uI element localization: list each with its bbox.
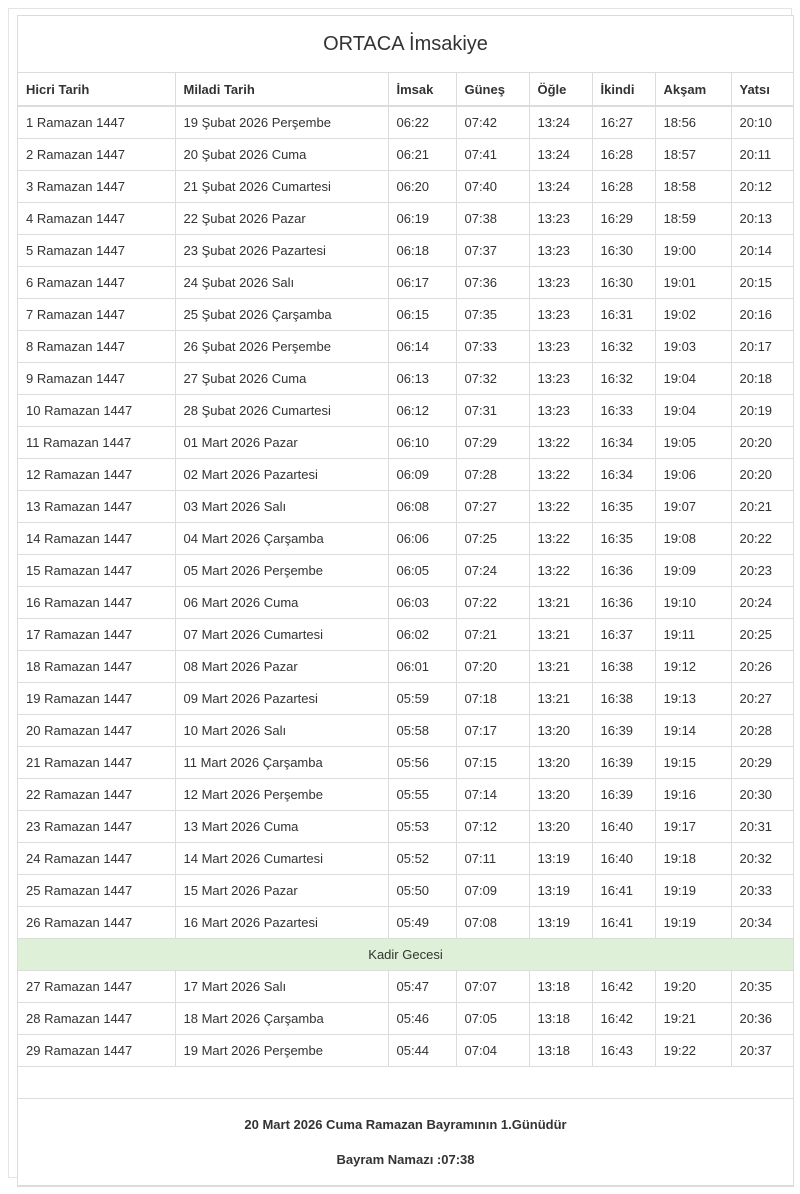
aksam-cell: 19:05 bbox=[655, 427, 731, 459]
gunes-cell: 07:33 bbox=[456, 331, 529, 363]
imsak-cell: 05:53 bbox=[388, 811, 456, 843]
miladi-date-cell: 06 Mart 2026 Cuma bbox=[175, 587, 388, 619]
ogle-cell: 13:23 bbox=[529, 299, 592, 331]
table-row bbox=[18, 619, 793, 651]
yatsi-cell: 20:32 bbox=[731, 843, 793, 875]
ogle-cell: 13:20 bbox=[529, 715, 592, 747]
table-row bbox=[18, 811, 793, 843]
table-row bbox=[18, 587, 793, 619]
imsak-cell: 06:20 bbox=[388, 171, 456, 203]
ikindi-cell: 16:29 bbox=[592, 203, 655, 235]
col-header-imsak: İmsak bbox=[388, 73, 456, 106]
imsak-cell: 06:10 bbox=[388, 427, 456, 459]
gunes-cell: 07:08 bbox=[456, 907, 529, 939]
ikindi-cell: 16:41 bbox=[592, 875, 655, 907]
imsak-cell: 06:22 bbox=[388, 106, 456, 139]
ikindi-cell: 16:37 bbox=[592, 619, 655, 651]
hicri-date-cell: 16 Ramazan 1447 bbox=[18, 587, 175, 619]
aksam-cell: 19:19 bbox=[655, 907, 731, 939]
aksam-cell: 19:00 bbox=[655, 235, 731, 267]
ogle-cell: 13:18 bbox=[529, 971, 592, 1003]
table-row bbox=[18, 459, 793, 491]
gunes-cell: 07:24 bbox=[456, 555, 529, 587]
gunes-cell: 07:41 bbox=[456, 139, 529, 171]
ogle-cell: 13:20 bbox=[529, 747, 592, 779]
ogle-cell: 13:22 bbox=[529, 459, 592, 491]
ogle-cell: 13:24 bbox=[529, 139, 592, 171]
miladi-date-cell: 17 Mart 2026 Salı bbox=[175, 971, 388, 1003]
miladi-date-cell: 22 Şubat 2026 Pazar bbox=[175, 203, 388, 235]
imsak-cell: 06:05 bbox=[388, 555, 456, 587]
imsak-cell: 06:12 bbox=[388, 395, 456, 427]
table-footer bbox=[18, 1067, 793, 1186]
imsak-cell: 05:59 bbox=[388, 683, 456, 715]
yatsi-cell: 20:34 bbox=[731, 907, 793, 939]
ikindi-cell: 16:39 bbox=[592, 779, 655, 811]
ogle-cell: 13:22 bbox=[529, 523, 592, 555]
hicri-date-cell: 5 Ramazan 1447 bbox=[18, 235, 175, 267]
aksam-cell: 19:20 bbox=[655, 971, 731, 1003]
footer-cell bbox=[18, 1099, 793, 1186]
table-header-row bbox=[18, 73, 793, 106]
imsak-cell: 05:44 bbox=[388, 1035, 456, 1067]
aksam-cell: 18:59 bbox=[655, 203, 731, 235]
ogle-cell: 13:22 bbox=[529, 491, 592, 523]
ogle-cell: 13:19 bbox=[529, 875, 592, 907]
aksam-cell: 19:21 bbox=[655, 1003, 731, 1035]
hicri-date-cell: 29 Ramazan 1447 bbox=[18, 1035, 175, 1067]
ogle-cell: 13:24 bbox=[529, 106, 592, 139]
ogle-cell: 13:22 bbox=[529, 555, 592, 587]
imsak-cell: 06:01 bbox=[388, 651, 456, 683]
table-row bbox=[18, 203, 793, 235]
hicri-date-cell: 19 Ramazan 1447 bbox=[18, 683, 175, 715]
yatsi-cell: 20:35 bbox=[731, 971, 793, 1003]
miladi-date-cell: 28 Şubat 2026 Cumartesi bbox=[175, 395, 388, 427]
table-row bbox=[18, 1003, 793, 1035]
imsak-cell: 06:17 bbox=[388, 267, 456, 299]
hicri-date-cell: 15 Ramazan 1447 bbox=[18, 555, 175, 587]
ikindi-cell: 16:34 bbox=[592, 427, 655, 459]
table-row bbox=[18, 747, 793, 779]
gunes-cell: 07:25 bbox=[456, 523, 529, 555]
hicri-date-cell: 9 Ramazan 1447 bbox=[18, 363, 175, 395]
imsak-cell: 05:52 bbox=[388, 843, 456, 875]
gunes-cell: 07:11 bbox=[456, 843, 529, 875]
ogle-cell: 13:21 bbox=[529, 683, 592, 715]
yatsi-cell: 20:17 bbox=[731, 331, 793, 363]
yatsi-cell: 20:16 bbox=[731, 299, 793, 331]
gunes-cell: 07:35 bbox=[456, 299, 529, 331]
ikindi-cell: 16:38 bbox=[592, 651, 655, 683]
hicri-date-cell: 13 Ramazan 1447 bbox=[18, 491, 175, 523]
gunes-cell: 07:18 bbox=[456, 683, 529, 715]
table-row bbox=[18, 331, 793, 363]
gunes-cell: 07:29 bbox=[456, 427, 529, 459]
imsak-cell: 06:13 bbox=[388, 363, 456, 395]
hicri-date-cell: 17 Ramazan 1447 bbox=[18, 619, 175, 651]
hicri-date-cell: 24 Ramazan 1447 bbox=[18, 843, 175, 875]
table-row bbox=[18, 491, 793, 523]
ikindi-cell: 16:41 bbox=[592, 907, 655, 939]
ogle-cell: 13:21 bbox=[529, 651, 592, 683]
imsak-cell: 05:47 bbox=[388, 971, 456, 1003]
aksam-cell: 19:12 bbox=[655, 651, 731, 683]
gunes-cell: 07:17 bbox=[456, 715, 529, 747]
table-row bbox=[18, 235, 793, 267]
ikindi-cell: 16:31 bbox=[592, 299, 655, 331]
miladi-date-cell: 25 Şubat 2026 Çarşamba bbox=[175, 299, 388, 331]
hicri-date-cell: 10 Ramazan 1447 bbox=[18, 395, 175, 427]
yatsi-cell: 20:23 bbox=[731, 555, 793, 587]
imsak-cell: 06:08 bbox=[388, 491, 456, 523]
hicri-date-cell: 18 Ramazan 1447 bbox=[18, 651, 175, 683]
col-header-hicri: Hicri Tarih bbox=[18, 73, 175, 106]
table-row bbox=[18, 267, 793, 299]
ikindi-cell: 16:39 bbox=[592, 715, 655, 747]
aksam-cell: 19:07 bbox=[655, 491, 731, 523]
yatsi-cell: 20:25 bbox=[731, 619, 793, 651]
ogle-cell: 13:21 bbox=[529, 587, 592, 619]
hicri-date-cell: 8 Ramazan 1447 bbox=[18, 331, 175, 363]
table-body-after bbox=[18, 971, 793, 1067]
ogle-cell: 13:20 bbox=[529, 811, 592, 843]
imsak-cell: 06:06 bbox=[388, 523, 456, 555]
ogle-cell: 13:19 bbox=[529, 907, 592, 939]
hicri-date-cell: 2 Ramazan 1447 bbox=[18, 139, 175, 171]
gunes-cell: 07:12 bbox=[456, 811, 529, 843]
hicri-date-cell: 20 Ramazan 1447 bbox=[18, 715, 175, 747]
yatsi-cell: 20:22 bbox=[731, 523, 793, 555]
imsak-cell: 06:14 bbox=[388, 331, 456, 363]
imsak-cell: 06:21 bbox=[388, 139, 456, 171]
table-row bbox=[18, 1035, 793, 1067]
miladi-date-cell: 23 Şubat 2026 Pazartesi bbox=[175, 235, 388, 267]
gunes-cell: 07:32 bbox=[456, 363, 529, 395]
imsak-cell: 06:18 bbox=[388, 235, 456, 267]
imsak-cell: 05:58 bbox=[388, 715, 456, 747]
table-row bbox=[18, 555, 793, 587]
aksam-cell: 19:14 bbox=[655, 715, 731, 747]
bayram-namazi-time: Bayram Namazı :07:38 bbox=[336, 1152, 475, 1167]
miladi-date-cell: 19 Şubat 2026 Perşembe bbox=[175, 106, 388, 139]
imsak-cell: 05:56 bbox=[388, 747, 456, 779]
table-row bbox=[18, 523, 793, 555]
ikindi-cell: 16:39 bbox=[592, 747, 655, 779]
yatsi-cell: 20:37 bbox=[731, 1035, 793, 1067]
hicri-date-cell: 12 Ramazan 1447 bbox=[18, 459, 175, 491]
gunes-cell: 07:04 bbox=[456, 1035, 529, 1067]
yatsi-cell: 20:24 bbox=[731, 587, 793, 619]
ikindi-cell: 16:32 bbox=[592, 363, 655, 395]
miladi-date-cell: 11 Mart 2026 Çarşamba bbox=[175, 747, 388, 779]
hicri-date-cell: 21 Ramazan 1447 bbox=[18, 747, 175, 779]
gunes-cell: 07:09 bbox=[456, 875, 529, 907]
ogle-cell: 13:18 bbox=[529, 1003, 592, 1035]
col-header-gunes: Güneş bbox=[456, 73, 529, 106]
ikindi-cell: 16:42 bbox=[592, 971, 655, 1003]
gunes-cell: 07:36 bbox=[456, 267, 529, 299]
aksam-cell: 18:58 bbox=[655, 171, 731, 203]
miladi-date-cell: 26 Şubat 2026 Perşembe bbox=[175, 331, 388, 363]
aksam-cell: 18:57 bbox=[655, 139, 731, 171]
aksam-cell: 19:11 bbox=[655, 619, 731, 651]
miladi-date-cell: 12 Mart 2026 Perşembe bbox=[175, 779, 388, 811]
table-row bbox=[18, 875, 793, 907]
table-row bbox=[18, 779, 793, 811]
miladi-date-cell: 16 Mart 2026 Pazartesi bbox=[175, 907, 388, 939]
aksam-cell: 19:16 bbox=[655, 779, 731, 811]
gunes-cell: 07:42 bbox=[456, 106, 529, 139]
footer-row bbox=[18, 1099, 793, 1186]
ikindi-cell: 16:42 bbox=[592, 1003, 655, 1035]
aksam-cell: 19:03 bbox=[655, 331, 731, 363]
hicri-date-cell: 7 Ramazan 1447 bbox=[18, 299, 175, 331]
col-header-ikindi: İkindi bbox=[592, 73, 655, 106]
bayram-date-note: 20 Mart 2026 Cuma Ramazan Bayramının 1.Günüdür bbox=[244, 1117, 567, 1132]
prayer-times-table bbox=[18, 73, 793, 1186]
page-title: ORTACA İmsakiye bbox=[18, 16, 793, 73]
miladi-date-cell: 27 Şubat 2026 Cuma bbox=[175, 363, 388, 395]
yatsi-cell: 20:19 bbox=[731, 395, 793, 427]
aksam-cell: 19:06 bbox=[655, 459, 731, 491]
hicri-date-cell: 27 Ramazan 1447 bbox=[18, 971, 175, 1003]
imsak-cell: 06:15 bbox=[388, 299, 456, 331]
miladi-date-cell: 07 Mart 2026 Cumartesi bbox=[175, 619, 388, 651]
hicri-date-cell: 23 Ramazan 1447 bbox=[18, 811, 175, 843]
kadir-gecesi-row bbox=[18, 939, 793, 971]
table-row bbox=[18, 683, 793, 715]
yatsi-cell: 20:28 bbox=[731, 715, 793, 747]
ogle-cell: 13:23 bbox=[529, 203, 592, 235]
miladi-date-cell: 08 Mart 2026 Pazar bbox=[175, 651, 388, 683]
aksam-cell: 19:22 bbox=[655, 1035, 731, 1067]
table-row bbox=[18, 427, 793, 459]
gunes-cell: 07:20 bbox=[456, 651, 529, 683]
col-header-miladi: Miladi Tarih bbox=[175, 73, 388, 106]
table-row bbox=[18, 171, 793, 203]
ogle-cell: 13:23 bbox=[529, 235, 592, 267]
table-row bbox=[18, 106, 793, 139]
miladi-date-cell: 20 Şubat 2026 Cuma bbox=[175, 139, 388, 171]
ikindi-cell: 16:30 bbox=[592, 235, 655, 267]
yatsi-cell: 20:30 bbox=[731, 779, 793, 811]
imsakiye-panel bbox=[17, 15, 794, 1187]
imsak-cell: 05:49 bbox=[388, 907, 456, 939]
aksam-cell: 19:13 bbox=[655, 683, 731, 715]
ikindi-cell: 16:35 bbox=[592, 523, 655, 555]
aksam-cell: 19:15 bbox=[655, 747, 731, 779]
miladi-date-cell: 18 Mart 2026 Çarşamba bbox=[175, 1003, 388, 1035]
gunes-cell: 07:31 bbox=[456, 395, 529, 427]
yatsi-cell: 20:31 bbox=[731, 811, 793, 843]
hicri-date-cell: 14 Ramazan 1447 bbox=[18, 523, 175, 555]
ikindi-cell: 16:35 bbox=[592, 491, 655, 523]
table-row bbox=[18, 715, 793, 747]
table-row bbox=[18, 651, 793, 683]
ikindi-cell: 16:34 bbox=[592, 459, 655, 491]
ikindi-cell: 16:33 bbox=[592, 395, 655, 427]
ogle-cell: 13:22 bbox=[529, 427, 592, 459]
aksam-cell: 18:56 bbox=[655, 106, 731, 139]
yatsi-cell: 20:13 bbox=[731, 203, 793, 235]
table-row bbox=[18, 843, 793, 875]
aksam-cell: 19:04 bbox=[655, 395, 731, 427]
table-row bbox=[18, 363, 793, 395]
aksam-cell: 19:09 bbox=[655, 555, 731, 587]
ikindi-cell: 16:36 bbox=[592, 555, 655, 587]
aksam-cell: 19:08 bbox=[655, 523, 731, 555]
col-header-ogle: Öğle bbox=[529, 73, 592, 106]
yatsi-cell: 20:26 bbox=[731, 651, 793, 683]
miladi-date-cell: 13 Mart 2026 Cuma bbox=[175, 811, 388, 843]
table-row bbox=[18, 907, 793, 939]
kadir-gecesi-label: Kadir Gecesi bbox=[18, 939, 793, 971]
empty-row bbox=[18, 1067, 793, 1099]
yatsi-cell: 20:21 bbox=[731, 491, 793, 523]
ogle-cell: 13:23 bbox=[529, 395, 592, 427]
gunes-cell: 07:07 bbox=[456, 971, 529, 1003]
aksam-cell: 19:19 bbox=[655, 875, 731, 907]
miladi-date-cell: 04 Mart 2026 Çarşamba bbox=[175, 523, 388, 555]
imsak-cell: 05:46 bbox=[388, 1003, 456, 1035]
ikindi-cell: 16:38 bbox=[592, 683, 655, 715]
gunes-cell: 07:05 bbox=[456, 1003, 529, 1035]
imsak-cell: 06:02 bbox=[388, 619, 456, 651]
hicri-date-cell: 3 Ramazan 1447 bbox=[18, 171, 175, 203]
miladi-date-cell: 02 Mart 2026 Pazartesi bbox=[175, 459, 388, 491]
aksam-cell: 19:18 bbox=[655, 843, 731, 875]
hicri-date-cell: 6 Ramazan 1447 bbox=[18, 267, 175, 299]
yatsi-cell: 20:11 bbox=[731, 139, 793, 171]
table-row bbox=[18, 299, 793, 331]
imsak-cell: 06:09 bbox=[388, 459, 456, 491]
gunes-cell: 07:40 bbox=[456, 171, 529, 203]
table-highlight-section bbox=[18, 939, 793, 971]
ikindi-cell: 16:28 bbox=[592, 171, 655, 203]
aksam-cell: 19:17 bbox=[655, 811, 731, 843]
miladi-date-cell: 14 Mart 2026 Cumartesi bbox=[175, 843, 388, 875]
empty-cell bbox=[18, 1067, 793, 1099]
ikindi-cell: 16:43 bbox=[592, 1035, 655, 1067]
imsak-cell: 06:03 bbox=[388, 587, 456, 619]
ikindi-cell: 16:32 bbox=[592, 331, 655, 363]
gunes-cell: 07:22 bbox=[456, 587, 529, 619]
gunes-cell: 07:28 bbox=[456, 459, 529, 491]
yatsi-cell: 20:33 bbox=[731, 875, 793, 907]
yatsi-cell: 20:14 bbox=[731, 235, 793, 267]
table-body-before bbox=[18, 106, 793, 939]
table-row bbox=[18, 139, 793, 171]
hicri-date-cell: 25 Ramazan 1447 bbox=[18, 875, 175, 907]
ikindi-cell: 16:40 bbox=[592, 843, 655, 875]
gunes-cell: 07:37 bbox=[456, 235, 529, 267]
miladi-date-cell: 19 Mart 2026 Perşembe bbox=[175, 1035, 388, 1067]
hicri-date-cell: 26 Ramazan 1447 bbox=[18, 907, 175, 939]
miladi-date-cell: 05 Mart 2026 Perşembe bbox=[175, 555, 388, 587]
hicri-date-cell: 22 Ramazan 1447 bbox=[18, 779, 175, 811]
ogle-cell: 13:24 bbox=[529, 171, 592, 203]
miladi-date-cell: 15 Mart 2026 Pazar bbox=[175, 875, 388, 907]
ogle-cell: 13:20 bbox=[529, 779, 592, 811]
miladi-date-cell: 01 Mart 2026 Pazar bbox=[175, 427, 388, 459]
gunes-cell: 07:14 bbox=[456, 779, 529, 811]
aksam-cell: 19:04 bbox=[655, 363, 731, 395]
ikindi-cell: 16:36 bbox=[592, 587, 655, 619]
imsak-cell: 05:50 bbox=[388, 875, 456, 907]
ikindi-cell: 16:27 bbox=[592, 106, 655, 139]
table-row bbox=[18, 971, 793, 1003]
ikindi-cell: 16:40 bbox=[592, 811, 655, 843]
col-header-aksam: Akşam bbox=[655, 73, 731, 106]
miladi-date-cell: 09 Mart 2026 Pazartesi bbox=[175, 683, 388, 715]
yatsi-cell: 20:27 bbox=[731, 683, 793, 715]
ogle-cell: 13:21 bbox=[529, 619, 592, 651]
yatsi-cell: 20:20 bbox=[731, 427, 793, 459]
aksam-cell: 19:02 bbox=[655, 299, 731, 331]
ogle-cell: 13:23 bbox=[529, 331, 592, 363]
ogle-cell: 13:19 bbox=[529, 843, 592, 875]
yatsi-cell: 20:15 bbox=[731, 267, 793, 299]
gunes-cell: 07:21 bbox=[456, 619, 529, 651]
ogle-cell: 13:23 bbox=[529, 267, 592, 299]
yatsi-cell: 20:12 bbox=[731, 171, 793, 203]
aksam-cell: 19:10 bbox=[655, 587, 731, 619]
hicri-date-cell: 1 Ramazan 1447 bbox=[18, 106, 175, 139]
yatsi-cell: 20:29 bbox=[731, 747, 793, 779]
hicri-date-cell: 4 Ramazan 1447 bbox=[18, 203, 175, 235]
table-row bbox=[18, 395, 793, 427]
miladi-date-cell: 21 Şubat 2026 Cumartesi bbox=[175, 171, 388, 203]
miladi-date-cell: 03 Mart 2026 Salı bbox=[175, 491, 388, 523]
yatsi-cell: 20:20 bbox=[731, 459, 793, 491]
yatsi-cell: 20:36 bbox=[731, 1003, 793, 1035]
ogle-cell: 13:18 bbox=[529, 1035, 592, 1067]
miladi-date-cell: 10 Mart 2026 Salı bbox=[175, 715, 388, 747]
gunes-cell: 07:38 bbox=[456, 203, 529, 235]
col-header-yatsi: Yatsı bbox=[731, 73, 793, 106]
imsak-cell: 06:19 bbox=[388, 203, 456, 235]
yatsi-cell: 20:18 bbox=[731, 363, 793, 395]
ogle-cell: 13:23 bbox=[529, 363, 592, 395]
miladi-date-cell: 24 Şubat 2026 Salı bbox=[175, 267, 388, 299]
gunes-cell: 07:27 bbox=[456, 491, 529, 523]
ikindi-cell: 16:30 bbox=[592, 267, 655, 299]
hicri-date-cell: 28 Ramazan 1447 bbox=[18, 1003, 175, 1035]
hicri-date-cell: 11 Ramazan 1447 bbox=[18, 427, 175, 459]
gunes-cell: 07:15 bbox=[456, 747, 529, 779]
imsak-cell: 05:55 bbox=[388, 779, 456, 811]
yatsi-cell: 20:10 bbox=[731, 106, 793, 139]
ikindi-cell: 16:28 bbox=[592, 139, 655, 171]
aksam-cell: 19:01 bbox=[655, 267, 731, 299]
